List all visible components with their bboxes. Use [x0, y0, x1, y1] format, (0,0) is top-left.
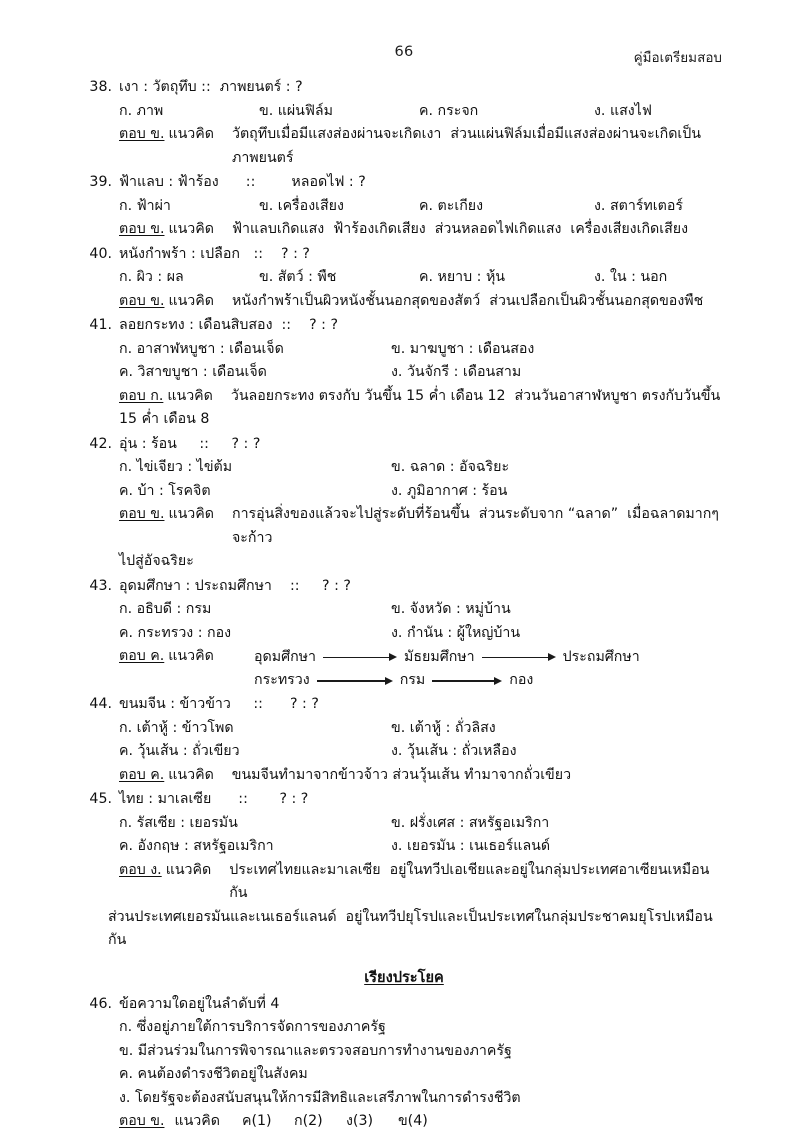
answer-tag: ตอบ ข.	[119, 506, 165, 522]
question-45	[86, 788, 722, 953]
rationale-text: ฟ้าแลบเกิดแสง ฟ้าร้องเกิดเสียง ส่วนหลอดไฟเกิดแสง เครื่องเสียงเกิดเสียง	[231, 221, 688, 237]
question-text: ฟ้าแลบ : ฟ้าร้อง :: หลอดไฟ : ?	[119, 174, 366, 190]
section-heading	[86, 966, 722, 989]
answer-line	[86, 1110, 722, 1134]
option-list	[86, 717, 722, 764]
option-kho2[interactable]: ค. อังกฤษ : สหรัฐอเมริกา	[119, 838, 274, 854]
option-row	[119, 361, 722, 385]
option-row	[119, 456, 722, 480]
option-ko[interactable]: ก. รัสเซีย : เยอรมัน	[119, 814, 238, 831]
option-kho[interactable]: ข. ฝรั่งเศส : สหรัฐอเมริกา	[391, 814, 550, 831]
option-ngo[interactable]: ง. ภูมิอากาศ : ร้อน	[391, 482, 508, 499]
question-number: 42.	[89, 435, 112, 452]
question-38	[86, 76, 722, 170]
diagram-node: มัธยมศึกษา	[404, 648, 475, 665]
question-text: ไทย : มาเลเซีย :: ? : ?	[119, 791, 309, 807]
question-text: ข้อความใดอยู่ในลำดับที่ 4	[119, 995, 280, 1012]
option-ngo[interactable]: ง. แสงไฟ	[594, 102, 652, 119]
rationale-label: แนวคิด	[168, 292, 214, 309]
diagram-node: กอง	[509, 672, 534, 689]
option-ko[interactable]: ก. เต้าหู้ : ข้าวโพด	[119, 719, 234, 736]
answer-line	[86, 503, 722, 550]
book-title: คู่มือเตรียมสอบ	[633, 50, 722, 66]
option-kho2[interactable]: ค. วุ้นเส้น : ถั่วเขียว	[119, 743, 240, 759]
rationale-label: แนวคิด	[168, 648, 214, 664]
rationale-label: แนวคิด	[167, 387, 213, 404]
option-ko[interactable]: ก. ฟ้าผ่า	[119, 197, 171, 214]
arrow-right-icon	[432, 675, 502, 685]
sequence-item: ค(1)	[241, 1113, 272, 1129]
question-text: ลอยกระทง : เดือนสิบสอง :: ? : ?	[119, 317, 338, 333]
question-stem	[86, 314, 722, 338]
question-42	[86, 433, 722, 574]
answer-line	[86, 385, 722, 409]
option-list	[86, 456, 722, 503]
page-number: 66	[394, 44, 414, 60]
option-list	[86, 1016, 722, 1110]
option-ko[interactable]: ก. อาสาฬหบูชา : เดือนเจ็ด	[119, 340, 284, 357]
answer-tag: ตอบ ข.	[119, 221, 165, 237]
option-row	[119, 622, 722, 646]
diagram-node: ประถมศึกษา	[562, 648, 640, 665]
question-text: อุดมศึกษา : ประถมศึกษา :: ? : ?	[119, 577, 351, 594]
option-kho[interactable]: ข. ฉลาด : อัจฉริยะ	[391, 459, 510, 475]
arrow-right-icon	[482, 652, 556, 662]
sequence-item: ง(3)	[345, 1113, 374, 1129]
option-row	[119, 1087, 722, 1111]
option-ngo[interactable]: ง. โดยรัฐจะต้องสนับสนุนให้การมีสิทธิและเสรีภาพในการดำรงชีวิต	[119, 1089, 521, 1106]
option-kho[interactable]: ข. มีส่วนร่วมในการพิจารณาและตรวจสอบการทำงานของภาครัฐ	[119, 1042, 512, 1059]
sequence-item: ข(4)	[397, 1113, 428, 1129]
rationale-text: การอุ่นสิ่งของแล้วจะไปสู่ระดับที่ร้อนขึ้น ส่วนระดับจาก “ฉลาด” เมื่อฉลาดมากๆ จะก้าว	[231, 506, 724, 546]
sequence-list	[242, 1110, 450, 1134]
answer-line	[86, 290, 722, 314]
question-46	[86, 993, 722, 1134]
option-ko[interactable]: ก. ไข่เจียว : ไข่ต้ม	[119, 459, 233, 475]
running-header	[86, 44, 722, 70]
question-39	[86, 171, 722, 242]
answer-tag: ตอบ ข.	[119, 126, 165, 142]
diagram-row-government	[119, 669, 722, 693]
answer-tag: ตอบ ค.	[119, 766, 165, 783]
rationale-label: แนวคิด	[174, 1113, 220, 1129]
option-kho[interactable]: ข. มาฆบูชา : เดือนสอง	[391, 340, 535, 357]
answer-tag: ตอบ ง.	[119, 861, 162, 878]
option-row	[119, 195, 722, 219]
option-ngo[interactable]: ง. วุ้นเส้น : ถั่วเหลือง	[391, 743, 517, 759]
question-stem	[86, 993, 722, 1017]
question-number: 41.	[89, 317, 112, 333]
question-number: 39.	[89, 174, 112, 190]
sequence-item: ก(2)	[293, 1113, 323, 1129]
arrow-right-icon	[317, 675, 393, 685]
answer-tag: ตอบ ก.	[119, 387, 164, 404]
option-ngo[interactable]: ง. กำนัน : ผู้ใหญ่บ้าน	[391, 624, 521, 641]
option-row	[119, 598, 722, 622]
question-number: 38.	[89, 79, 112, 95]
question-stem	[86, 171, 722, 195]
option-kho[interactable]: ข. เครื่องเสียง	[259, 197, 344, 214]
rationale-continuation: 15 ค่ำ เดือน 8	[119, 411, 210, 427]
option-list	[86, 598, 722, 645]
option-ko[interactable]: ก. ภาพ	[119, 102, 164, 119]
question-text: ขนมจีน : ข้าวข้าว :: ? : ?	[119, 696, 319, 712]
diagram-node: กรม	[399, 672, 426, 689]
option-list	[86, 195, 722, 219]
answer-line	[86, 218, 722, 242]
question-stem	[86, 433, 722, 457]
rationale-label: แนวคิด	[168, 766, 214, 783]
answer-line	[86, 859, 722, 906]
question-stem	[86, 243, 722, 267]
option-ngo[interactable]: ง. วันจักรี : เดือนสาม	[391, 364, 522, 380]
answer-tag: ตอบ ข.	[119, 1113, 165, 1129]
option-list	[86, 266, 722, 290]
question-text: หนังกำพร้า : เปลือก :: ? : ?	[119, 245, 310, 262]
option-list	[86, 338, 722, 385]
question-43	[86, 575, 722, 693]
question-44	[86, 693, 722, 787]
option-kho2[interactable]: ค. หยาบ : หุ้น	[419, 269, 505, 285]
option-list	[86, 812, 722, 859]
option-kho[interactable]: ข. จังหวัด : หมู่บ้าน	[391, 601, 511, 617]
question-number: 40.	[89, 245, 112, 262]
rationale-label: แนวคิด	[168, 506, 214, 522]
option-row	[119, 1016, 722, 1040]
option-row	[119, 100, 722, 124]
option-ngo[interactable]: ง. ใน : นอก	[594, 269, 668, 285]
rationale-label: แนวคิด	[165, 861, 212, 878]
question-number: 45.	[89, 791, 112, 807]
option-row	[119, 835, 722, 859]
rationale-continuation: ไปสู่อัจฉริยะ	[119, 553, 194, 569]
option-ko[interactable]: ก. ผิว : ผล	[119, 269, 184, 285]
question-stem	[86, 788, 722, 812]
rationale-text: ขนมจีนทำมาจากข้าวจ้าว ส่วนวุ้นเส้น ทำมาจากถั่วเขียว	[231, 766, 572, 783]
option-kho[interactable]: ข. แผ่นฟิล์ม	[259, 102, 333, 119]
option-list	[86, 100, 722, 124]
rationale-text: หนังกำพร้าเป็นผิวหนังชั้นนอกสุดของสัตว์ ส่วนเปลือกเป็นผิวชั้นนอกสุดของพืช	[231, 292, 704, 309]
option-kho2[interactable]: ค. คนต้องดำรงชีวิตอยู่ในสังคม	[119, 1066, 308, 1082]
arrow-right-icon	[323, 652, 397, 662]
question-text: เงา : วัตถุทึบ :: ภาพยนตร์ : ?	[119, 79, 303, 95]
option-ko[interactable]: ก. อธิบดี : กรม	[119, 601, 212, 617]
option-ko[interactable]: ก. ซึ่งอยู่ภายใต้การบริการจัดการของภาครัฐ	[119, 1019, 386, 1035]
option-kho[interactable]: ข. สัตว์ : พืช	[259, 269, 337, 285]
option-row	[119, 480, 722, 504]
option-kho2[interactable]: ค. กระจก	[419, 102, 479, 119]
option-kho[interactable]: ข. เต้าหู้ : ถั่วลิสง	[391, 719, 496, 736]
question-number: 43.	[89, 577, 112, 594]
option-kho2[interactable]: ค. ตะเกียง	[419, 197, 484, 214]
question-number: 46.	[89, 995, 112, 1012]
answer-line	[86, 764, 722, 788]
option-row	[119, 266, 722, 290]
question-41	[86, 314, 722, 432]
rationale-text: วัตถุทึบเมื่อมีแสงส่องผ่านจะเกิดเงา ส่วนแผ่นฟิล์มเมื่อมีแสงส่องผ่านจะเกิดเป็นภาพยนตร์	[231, 126, 701, 166]
option-row	[119, 717, 722, 741]
option-kho2[interactable]: ค. บ้า : โรคจิต	[119, 482, 211, 499]
answer-tag: ตอบ ค.	[119, 648, 165, 664]
answer-tag: ตอบ ข.	[119, 292, 165, 309]
option-row	[119, 812, 722, 836]
rationale-continuation: ส่วนประเทศเยอรมันและเนเธอร์แลนด์ อยู่ในทวีปยุโรปและเป็นประเทศในกลุ่มประชาคมยุโรปเหมือนกัน	[108, 908, 713, 948]
question-stem	[86, 575, 722, 599]
question-stem	[86, 693, 722, 717]
question-number: 44.	[89, 696, 112, 712]
diagram-node: อุดมศึกษา	[254, 648, 317, 665]
option-row	[119, 1063, 722, 1087]
option-row	[119, 1040, 722, 1064]
option-row	[119, 338, 722, 362]
option-ngo[interactable]: ง. สตาร์ทเตอร์	[594, 197, 683, 214]
question-40	[86, 243, 722, 314]
option-row	[119, 740, 722, 764]
option-kho2[interactable]: ค. กระทรวง : กอง	[119, 624, 232, 641]
diagram-node: กระทรวง	[254, 672, 310, 689]
option-ngo[interactable]: ง. เยอรมัน : เนเธอร์แลนด์	[391, 838, 551, 854]
rationale-text: ประเทศไทยและมาเลเซีย อยู่ในทวีปเอเชียและอยู่ในกลุ่มประเทศอาเซียนเหมือนกัน	[229, 861, 710, 901]
answer-line	[86, 123, 722, 170]
question-text: อุ่น : ร้อน :: ? : ?	[119, 435, 261, 452]
section-heading-text: เรียงประโยค	[364, 968, 444, 986]
option-kho2[interactable]: ค. วิสาขบูชา : เดือนเจ็ด	[119, 364, 267, 380]
rationale-text: วันลอยกระทง ตรงกับ วันขึ้น 15 ค่ำ เดือน 12 ส่วนวันอาสาฬหบูชา ตรงกับวันขึ้น	[230, 387, 721, 404]
rationale-label: แนวคิด	[168, 126, 214, 142]
question-stem	[86, 76, 722, 100]
rationale-label: แนวคิด	[168, 221, 214, 237]
